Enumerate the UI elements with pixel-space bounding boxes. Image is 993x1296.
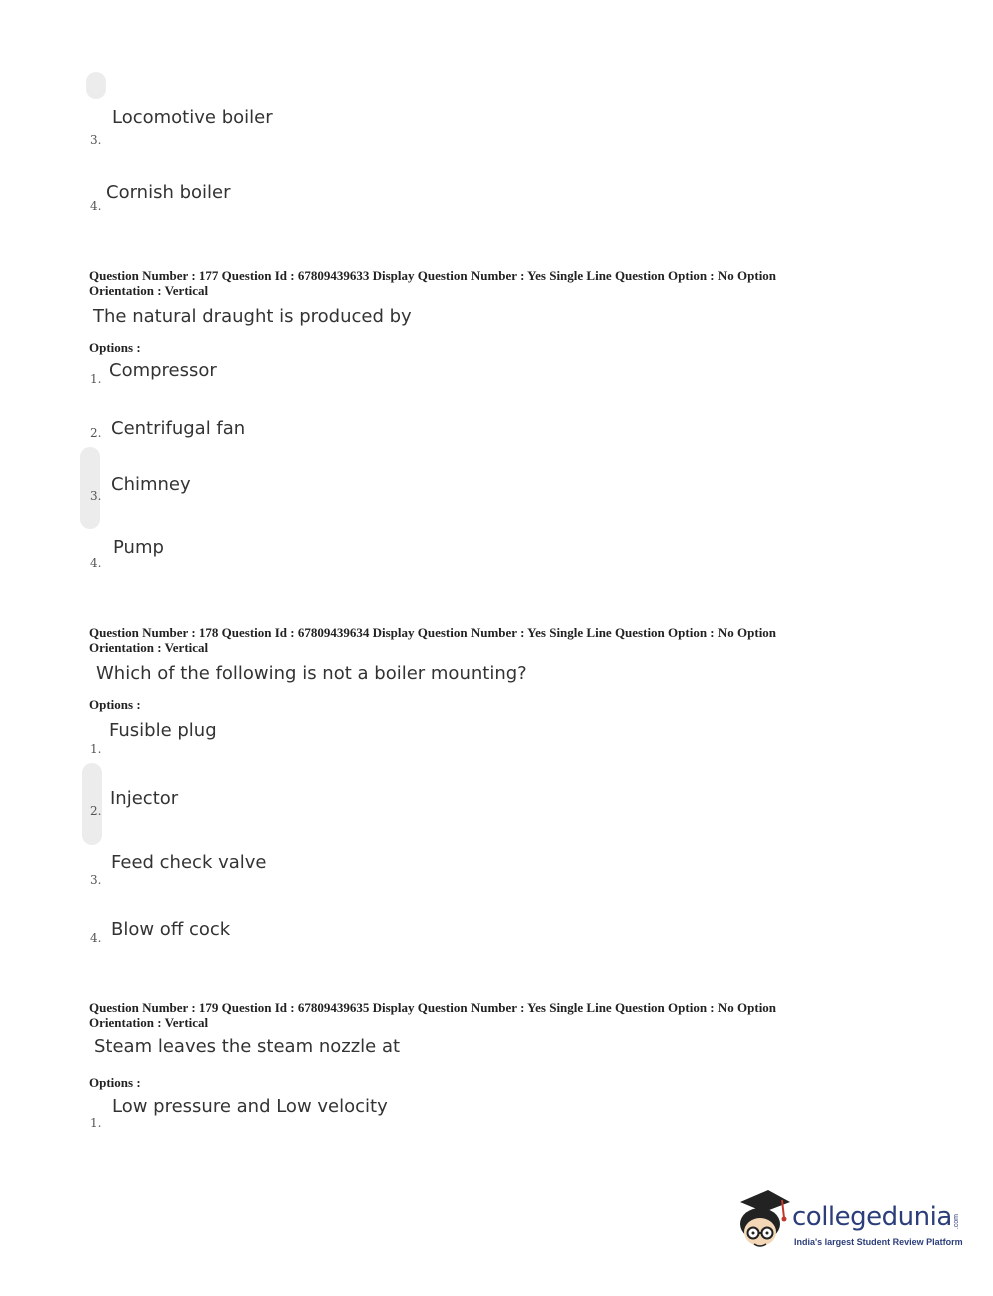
question-meta: Question Number : 177 Question Id : 67809439633 Display Question Number : Yes Single Line Question Option : No Option Orientation : Vertical	[89, 268, 777, 298]
option-number: 4.	[90, 931, 102, 945]
option-number: 4.	[90, 556, 102, 570]
option-label: Cornish boiler	[106, 182, 231, 203]
collegedunia-logo	[732, 1188, 967, 1260]
option-label: Feed check valve	[111, 852, 267, 873]
logo-suffix: .com	[953, 1214, 960, 1230]
option-label: Centrifugal fan	[111, 418, 246, 439]
option-label: Locomotive boiler	[112, 107, 273, 128]
option-label: Injector	[110, 788, 179, 809]
logo-tagline: India's largest Student Review Platform	[794, 1237, 963, 1247]
options-label: Options :	[89, 697, 141, 712]
logo-wordmark: collegedunia	[792, 1202, 952, 1232]
option-number: 3.	[90, 873, 102, 887]
question-text: Steam leaves the steam nozzle at	[94, 1036, 401, 1057]
option-label: Low pressure and Low velocity	[112, 1096, 388, 1117]
option-number: 1.	[90, 372, 102, 386]
options-label: Options :	[89, 340, 141, 355]
options-label: Options :	[89, 1075, 141, 1090]
option-number: 2.	[90, 426, 102, 440]
option-label: Blow off cock	[111, 919, 231, 940]
option-number: 3.	[90, 133, 102, 147]
option-label: Fusible plug	[109, 720, 217, 741]
option-label: Pump	[113, 537, 164, 558]
option-number: 1.	[90, 1116, 102, 1130]
scroll-indicator	[80, 447, 100, 529]
option-label: Chimney	[111, 474, 191, 495]
option-number: 1.	[90, 742, 102, 756]
question-meta: Question Number : 179 Question Id : 67809439635 Display Question Number : Yes Single Line Question Option : No Option Orientation : Vertical	[89, 1000, 777, 1030]
mascot-icon	[732, 1188, 792, 1258]
option-number: 3.	[90, 489, 102, 503]
scroll-indicator	[86, 72, 106, 99]
option-number: 4.	[90, 199, 102, 213]
option-number: 2.	[90, 804, 102, 818]
question-text: The natural draught is produced by	[93, 306, 412, 327]
option-label: Compressor	[109, 360, 217, 381]
question-text: Which of the following is not a boiler mounting?	[96, 663, 527, 684]
question-meta: Question Number : 178 Question Id : 67809439634 Display Question Number : Yes Single Line Question Option : No Option Orientation : Vertical	[89, 625, 777, 655]
